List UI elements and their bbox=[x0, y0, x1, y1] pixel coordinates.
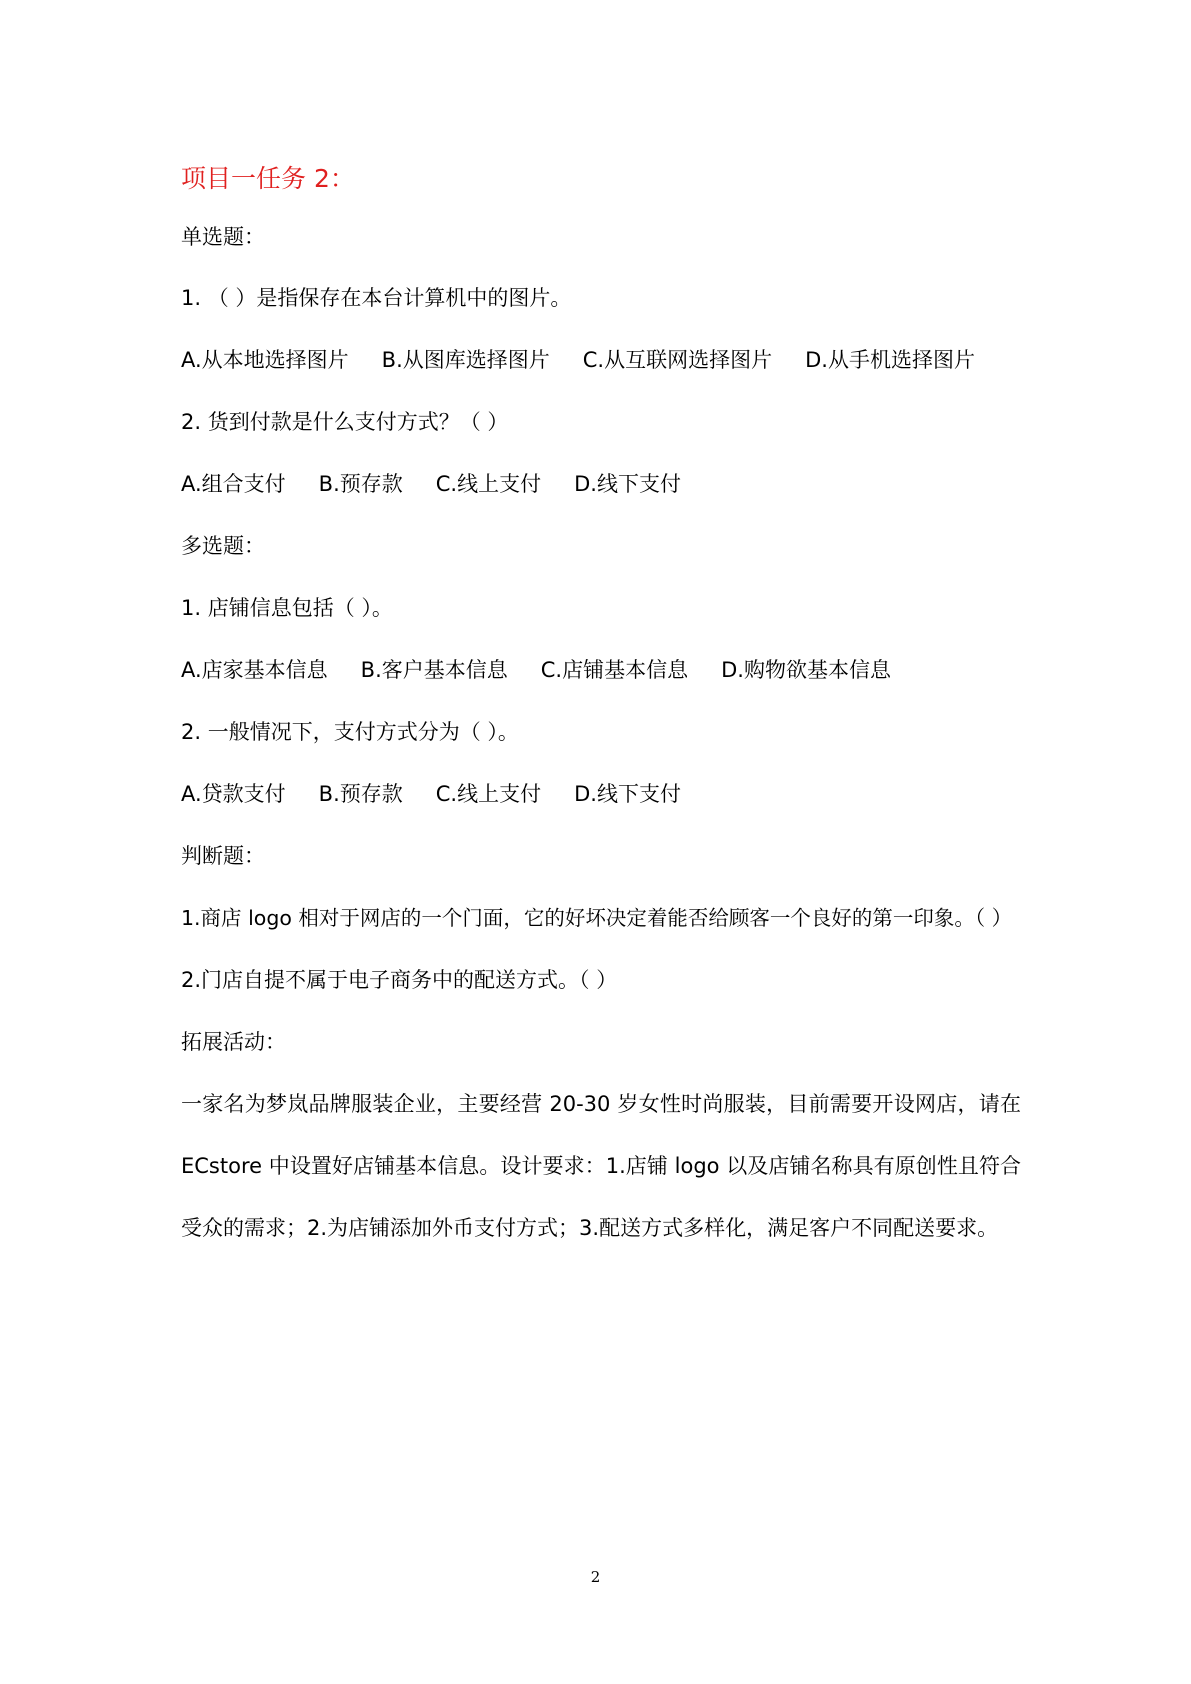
option-c: C.线上支付 bbox=[435, 472, 542, 496]
option-d: D.购物欲基本信息 bbox=[721, 658, 891, 682]
option-b: B.从图库选择图片 bbox=[381, 348, 550, 372]
multiple-choice-question-1: 1. 店铺信息包括（ ）。 bbox=[181, 596, 393, 620]
option-b: B.预存款 bbox=[318, 472, 403, 496]
option-d: D.从手机选择图片 bbox=[805, 348, 975, 372]
option-b: B.预存款 bbox=[318, 782, 403, 806]
option-a: A.组合支付 bbox=[181, 472, 286, 496]
option-a: A.贷款支付 bbox=[181, 782, 286, 806]
true-false-heading: 判断题： bbox=[181, 844, 265, 868]
single-choice-question-1-options bbox=[181, 345, 975, 375]
single-choice-question-2-options bbox=[181, 469, 681, 499]
option-d: D.线下支付 bbox=[574, 782, 681, 806]
extension-activity-heading: 拓展活动： bbox=[181, 1030, 286, 1054]
page-number: 2 bbox=[590, 1568, 601, 1586]
true-false-question-2: 2.门店自提不属于电子商务中的配送方式。（ ） bbox=[181, 968, 618, 992]
option-c: C.从互联网选择图片 bbox=[582, 348, 773, 372]
option-a: A.从本地选择图片 bbox=[181, 348, 349, 372]
option-c: C.店铺基本信息 bbox=[540, 658, 689, 682]
true-false-question-1: 1.商店 logo 相对于网店的一个门面，它的好坏决定着能否给顾客一个良好的第一印象。（ ） bbox=[181, 906, 1013, 930]
single-choice-question-1: 1. （ ）是指保存在本台计算机中的图片。 bbox=[181, 286, 572, 310]
multiple-choice-question-2: 2. 一般情况下，支付方式分为（ ）。 bbox=[181, 720, 519, 744]
single-choice-question-2: 2. 货到付款是什么支付方式？（ ） bbox=[181, 410, 509, 434]
multiple-choice-question-1-options bbox=[181, 655, 891, 685]
multiple-choice-question-2-options bbox=[181, 779, 681, 809]
multiple-choice-heading: 多选题： bbox=[181, 534, 265, 558]
extension-activity-text: 一家名为梦岚品牌服装企业，主要经营 20-30 岁女性时尚服装，目前需要开设网店，请在 ECstore 中设置好店铺基本信息。设计要求：1.店铺 logo 以及店铺名称具有原创性且符合受众的需求；2.为店铺添加外币支付方式；3.配送方式多样化，满足客户不同配送要求。 bbox=[181, 1092, 1021, 1240]
option-a: A.店家基本信息 bbox=[181, 658, 328, 682]
single-choice-heading: 单选题： bbox=[181, 225, 265, 249]
option-d: D.线下支付 bbox=[574, 472, 681, 496]
option-c: C.线上支付 bbox=[435, 782, 542, 806]
section-title: 项目一任务 2： bbox=[181, 164, 355, 193]
option-b: B.客户基本信息 bbox=[360, 658, 508, 682]
